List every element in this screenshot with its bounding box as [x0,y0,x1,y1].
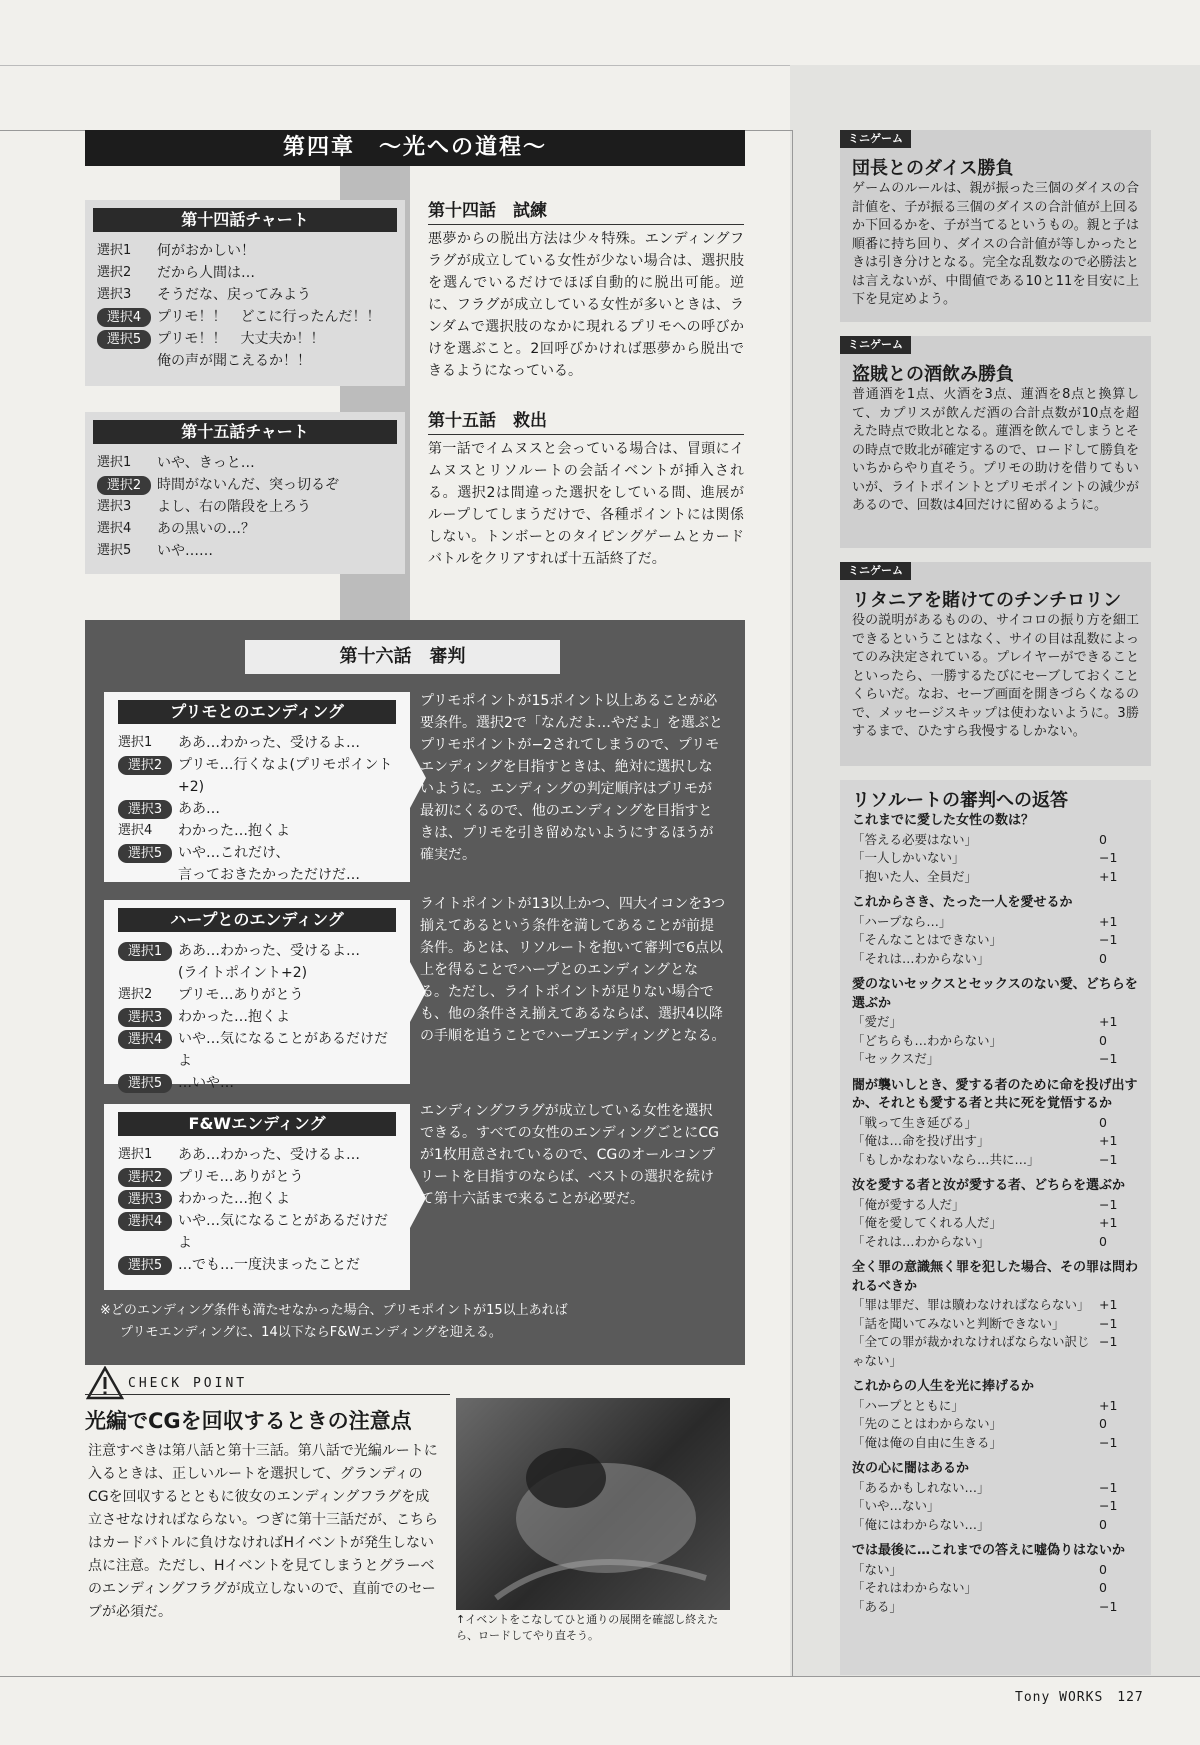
answer-row [852,1497,1139,1516]
choice-text: プリモ…ありがとう [178,987,304,1003]
minigame-drinking [840,336,1151,548]
ending-fw-text: エンディングフラグが成立している女性を選択できる。すべての女性のエンディングごとにCGが1枚用意されているので、CGのオールコンプリートを目指すのならば、ベストの選択を続けて第十六話まで来ることが必要だ。 [420,1103,719,1207]
checkpoint-rule [85,1394,450,1395]
answer-row [852,1214,1139,1233]
answer-text: 「俺は俺の自由に生きる」 [852,1434,1003,1450]
choice-row [97,262,393,284]
answer-row [852,1561,1139,1580]
ch15-chart-title: 第十五話チャート [93,420,397,444]
choice-label-highlighted: 選択3 [118,800,172,819]
choice-row [118,1210,396,1254]
answer-score: +1 [1099,1297,1118,1312]
answer-score: −1 [1099,1051,1118,1066]
answer-row [852,1516,1139,1535]
choice-label-highlighted: 選択5 [118,1074,172,1093]
choice-row [97,328,393,350]
choice-text: 俺の声が聞こえるか！！ [157,353,311,369]
choice-label: 選択1 [118,1147,153,1162]
answer-text: 「先のことはわからない」 [852,1416,1003,1431]
answer-score: 0 [1099,1561,1107,1577]
answer-row [852,913,1139,932]
answer-text: 「いや…ない」 [852,1498,940,1513]
choice-text: …でも…一度決まったことだ [178,1257,360,1273]
answer-score: +1 [1099,1215,1118,1230]
answer-score: 0 [1099,1580,1107,1595]
answer-text: 「ない」 [852,1561,903,1577]
ch14-chart [85,200,405,386]
answer-score: −1 [1099,850,1118,865]
answer-text: 「それはわからない」 [852,1580,978,1595]
choice-label-highlighted: 選択5 [118,844,172,863]
choice-text: プリモ！！ どこに行ったんだ！！ [157,309,381,325]
question-text: では最後に…これまでの答えに嘘偽りはないか [852,1543,1126,1558]
choice-row [118,820,396,842]
ch15-heading: 第十五話 救出 [428,406,744,435]
choice-text: …いや… [178,1075,234,1091]
checkpoint-title: 光編でCGを回収するときの注意点 [85,1409,412,1433]
choice-row [118,842,396,864]
answer-score: 0 [1099,1233,1107,1249]
choice-label: 選択4 [97,521,132,536]
answer-text: 「あるかもしれない…」 [852,1479,990,1495]
event-screenshot-image [456,1398,730,1610]
choice-label-highlighted: 選択4 [97,308,151,327]
choice-row [118,984,396,1006]
ch15-chart [85,412,405,574]
answer-row [852,1114,1139,1133]
choice-label-highlighted: 選択3 [118,1190,172,1209]
choice-label: 選択4 [118,823,153,838]
ending-harp-text: ライトポイントが13以上かつ、四大イコンを3つ揃えてあるという条件を満してあることが前提条件。あとは、リソルートを抱いて審判で6点以上を得ることでハープとのエンディングとなる。ただし、ライトポイントが足りない場合でも、他の条件さえ揃えてあるならば、選択4以降の手順を追うことでハープエンディングとなる。 [420,896,726,1044]
minigame-tag: ミニゲーム [840,336,911,354]
answer-text: 「答える必要はない」 [852,831,978,847]
choice-text: プリモ！！ 大丈夫か！！ [157,331,325,347]
answer-score: +1 [1099,1133,1118,1148]
choice-text: ああ…わかった、受けるよ… [178,735,360,751]
answer-row [852,1032,1139,1051]
chapter-title: 第四章 ～光への道程～ [85,130,745,166]
answer-row [852,1013,1139,1032]
judgment-answers [840,780,1151,1675]
judgment-question [852,1177,1139,1251]
choice-text: (ライトポイント+2) [178,965,308,981]
choice-text: 何がおかしい！ [157,243,255,259]
choice-row [118,1166,396,1188]
choice-row [118,732,396,754]
answer-row [852,1333,1139,1370]
choice-label: 選択3 [97,499,132,514]
answer-text: 「俺にはわからない…」 [852,1516,990,1532]
minigame-title: 盗賊との酒飲み勝負 [852,364,1014,385]
judgment-title: リソルートの審判への返答 [852,790,1068,811]
answer-text: 「戦って生き延びる」 [852,1114,978,1130]
minigame-tag: ミニゲーム [840,130,911,148]
answer-row [852,1598,1139,1617]
answer-row [852,1132,1139,1151]
ending-primo-text: プリモポイントが15ポイント以上あることが必要条件。選択2で「なんだよ…やだよ」を選ぶとプリモポイントが−2されてしまうので、プリモエンディングを目指すときは、絶対に選択しないように。エンディングの判定順序はプリモが最初にくるので、他のエンディングを目指すときは、プリモを引き留めないようにするほうが確実だ。 [420,693,723,863]
choice-row [118,1144,396,1166]
choice-label: 選択5 [97,543,132,558]
choice-row [97,284,393,306]
answer-text: 「ハープとともに」 [852,1397,964,1413]
answer-score: 0 [1099,1032,1107,1048]
choice-label: 選択2 [97,265,132,280]
choice-label: 選択3 [97,287,132,302]
answer-score: +1 [1099,1014,1118,1029]
answer-text: 「ハープなら…」 [852,913,952,929]
ending-harp-title: ハープとのエンディング [118,908,396,932]
answer-score: +1 [1099,868,1118,884]
answer-text: 「それは…わからない」 [852,950,990,966]
judgment-question [852,1378,1139,1452]
question-text: 汝の心に闇はあるか [852,1461,970,1476]
answer-row [852,1397,1139,1416]
answer-row [852,831,1139,850]
answer-score: +1 [1099,1397,1118,1413]
choice-label [118,962,178,984]
answer-score: −1 [1099,1196,1118,1212]
choice-row [97,474,393,496]
question-text: 愛のないセックスとセックスのない愛、どちらを選ぶか [852,977,1138,1011]
choice-row [97,518,393,540]
answer-score: 0 [1099,1416,1107,1431]
choice-label: 選択1 [118,735,153,750]
answer-score: −1 [1099,1315,1118,1331]
choice-label: 選択1 [97,243,132,258]
ch16-footnote-line1: ※どのエンディング条件も満たせなかった場合、プリモポイントが15以上あれば [100,1303,568,1318]
illustration-placeholder [456,1398,730,1610]
judgment-question [852,894,1139,968]
judgment-question [852,976,1139,1069]
choice-text: いや、きっと… [157,455,255,471]
answer-score: −1 [1099,1498,1118,1513]
choice-label-highlighted: 選択1 [118,942,172,961]
judgment-question [852,1077,1139,1170]
answer-row [852,1151,1139,1170]
answer-score: −1 [1099,1479,1118,1495]
choice-text: よし、右の階段を上ろう [157,499,311,515]
choice-text: わかった…抱くよ [178,1191,290,1207]
answer-text: 「愛だ」 [852,1014,903,1029]
question-text: これからさき、たった一人を愛せるか [852,895,1073,910]
answer-row [852,1296,1139,1315]
choice-text: ああ… [178,801,220,817]
choice-row [118,754,396,798]
answer-row [852,1579,1139,1598]
ending-primo-title: プリモとのエンディング [118,700,396,724]
answer-text: 「俺が愛する人だ」 [852,1196,965,1212]
minigame-dice [840,130,1151,322]
choice-text: プリモ…ありがとう [178,1169,304,1185]
choice-text: プリモ…行くなよ(プリモポイント+2) [178,757,393,795]
checkpoint-text: 注意すべきは第八話と第十三話。第八話で光編ルートに入るときは、正しいルートを選択して、グランディのCGを回収するとともに彼女のエンディングフラグを成立させなければならない。つぎに第十三話だが、こちらはカードバトルに負けなければHイベントが発生しない点に注意。ただし、Hイベントを見てしまうとグラーベのエンディングフラグが成立しないので、直前でのセーブが必須だ。 [88,1443,438,1620]
answer-row [852,1315,1139,1334]
choice-label-highlighted: 選択2 [97,476,151,495]
answer-score: −1 [1099,1434,1118,1450]
answer-score: 0 [1099,831,1107,847]
answer-score: 0 [1099,1516,1107,1532]
choice-label-highlighted: 選択3 [118,1008,172,1027]
answer-score: −1 [1099,1334,1118,1349]
ending-primo-box [104,692,410,882]
checkpoint-label: CHECK POINT [128,1376,248,1391]
answer-row [852,931,1139,950]
choice-label [118,864,178,886]
choice-text: いや…気になることがあるだけだよ [178,1031,388,1069]
answer-row [852,1196,1139,1215]
minigame-text: 役の説明があるものの、サイコロの振り方を細工できるということはなく、サイの目は乱数によってのみ決定されている。プレイヤーができることといったら、一勝するたびにセーブしておくことくらいだ。なお、セーブ画面を開きづらくなるので、メッセージスキップは使わないように。3勝するまで、ひたすら我慢するしかない。 [852,613,1139,739]
ch14-text: 悪夢からの脱出方法は少々特殊。エンディングフラグが成立している女性が少ない場合は、選択肢を選んでいるだけでほぼ自動的に脱出可能。逆に、フラグが成立している女性が多いときは、ランダムで選択肢のなかに現れるプリモへの呼びかけを選ぶこと。2回呼びかければ悪夢から脱出できるようになっている。 [428,231,744,379]
ch15-choice-list [97,452,393,562]
choice-label-highlighted: 選択2 [118,756,172,775]
choice-row [97,306,393,328]
ending-harp-box [104,900,410,1091]
question-text: 汝を愛する者と汝が愛する者、どちらを選ぶか [852,1178,1126,1193]
choice-row [118,1006,396,1028]
choice-row [118,1072,396,1094]
page-footer: Tony WORKS 127 [1015,1690,1144,1705]
question-text: これまでに愛した女性の数は？ [852,813,1035,828]
choice-text: だから人間は… [157,265,255,281]
answer-text: 「どちらも…わからない」 [852,1032,1003,1048]
choice-label [97,350,157,372]
judgment-question [852,1460,1139,1534]
ending-fw-title: F&Wエンディング [118,1112,396,1136]
image-caption [456,1612,746,1644]
ch14-heading: 第十四話 試練 [428,196,744,225]
answer-row [852,1479,1139,1498]
ending-fw-choices [118,1144,396,1276]
choice-row [97,496,393,518]
choice-row [118,798,396,820]
judgment-question [852,1259,1139,1370]
minigame-text: ゲームのルールは、親が振った三個のダイスの合計値を、子が振る三個のダイスの合計値が上回るか下回るかを、子が当てるというもの。親と子は順番に持ち回り、ダイスの合計値が等しかったときは引き分けとなる。完全な乱数なので必勝法とは言えないが、中間値である10と11を目安に上下を見定めよう。 [852,181,1139,307]
answer-text: 「それは…わからない」 [852,1233,990,1249]
answer-score: +1 [1099,913,1118,929]
choice-label-highlighted: 選択5 [97,330,151,349]
answer-row [852,849,1139,868]
answer-row [852,950,1139,969]
answer-score: −1 [1099,1598,1118,1614]
top-rule [0,65,790,66]
answer-row [852,1233,1139,1252]
minigame-text: 普通酒を1点、火酒を3点、蓮酒を8点と換算して、カプリスが飲んだ酒の合計点数が10点を超えた時点で敗北となる。蓮酒を飲んでしまうとその時点で敗北が確定するので、ロードして勝負をいちからやり直そう。プリモの助けを借りてもいいが、ライトポイントとプリモポイントの減少があるので、回数は4回だけに留めるように。 [852,387,1139,513]
choice-row [97,452,393,474]
question-text: 闇が襲いしとき、愛する者のために命を投げ出すか、それとも愛する者と共に死を覚悟するか [852,1077,1138,1111]
choice-row [118,940,396,962]
minigame-chinchirorin [840,562,1151,766]
choice-text: 言っておきたかっただけだ… [178,867,360,883]
choice-label-highlighted: 選択4 [118,1212,172,1231]
choice-text: いや…気になることがあるだけだよ [178,1213,388,1251]
ending-fw-box [104,1104,410,1290]
judgment-question [852,1542,1139,1616]
judgment-question [852,812,1139,886]
answer-text: 「一人しかいない」 [852,850,965,865]
answer-text: 「もしかなわないなら…共に…」 [852,1151,1040,1167]
choice-text: ああ…わかった、受けるよ… [178,943,360,959]
answer-row [852,1415,1139,1434]
choice-text: いや…これだけ、 [178,845,290,861]
answer-row [852,1050,1139,1069]
answer-text: 「俺を愛してくれる人だ」 [852,1215,1003,1230]
answer-text: 「ある」 [852,1598,903,1614]
bottom-rule [0,1676,1200,1677]
question-text: これからの人生を光に捧げるか [852,1379,1035,1394]
choice-row [118,962,396,984]
minigame-title: リタニアを賭けてのチンチロリン [852,590,1122,611]
question-text: 全く罪の意識無く罪を犯した場合、その罪は問われるべきか [852,1260,1139,1294]
ch16-footnote-line2: プリモエンディングに、14以下ならF&Wエンディングを迎える。 [120,1325,502,1340]
choice-label: 選択1 [97,455,132,470]
choice-text: わかった…抱くよ [178,823,290,839]
ch14-choice-list [97,240,393,372]
choice-text: いや…… [157,543,213,559]
choice-text: わかった…抱くよ [178,1009,290,1025]
answer-text: 「抱いた人、全員だ」 [852,868,978,884]
judgment-question-list [852,812,1139,1616]
answer-row [852,868,1139,887]
choice-row [118,1188,396,1210]
answer-text: 「セックスだ」 [852,1051,940,1066]
answer-text: 「俺は…命を投げ出す」 [852,1133,990,1148]
choice-text: そうだな、戻ってみよう [157,287,311,303]
ending-primo-choices [118,732,396,886]
choice-text: あの黒いの…？ [157,521,255,537]
choice-row [118,1254,396,1276]
choice-label: 選択2 [118,987,153,1002]
answer-score: −1 [1099,1151,1118,1167]
choice-label-highlighted: 選択4 [118,1030,172,1049]
choice-row [97,540,393,562]
choice-text: ああ…わかった、受けるよ… [178,1147,360,1163]
choice-text: 時間がないんだ、突っ切るぞ [157,477,339,493]
answer-row [852,1434,1139,1453]
choice-row [97,240,393,262]
ch16-footnote [100,1300,730,1344]
answer-score: 0 [1099,950,1107,966]
choice-label-highlighted: 選択5 [118,1256,172,1275]
answer-score: −1 [1099,932,1118,947]
minigame-title: 団長とのダイス勝負 [852,158,1014,179]
choice-row [118,1028,396,1072]
ch16-title: 第十六話 審判 [245,640,560,674]
image-caption-line1: ↑イベントをこなしてひと通りの展開を確認し終えた [456,1613,719,1626]
choice-row [118,864,396,886]
minigame-tag: ミニゲーム [840,562,911,580]
choice-row [97,350,393,372]
answer-text: 「そんなことはできない」 [852,932,1003,947]
choice-label-highlighted: 選択2 [118,1168,172,1187]
image-caption-line2: ら、ロードしてやり直そう。 [456,1629,599,1642]
ch15-text: 第一話でイムヌスと会っている場合は、冒頭にイムヌスとリソルートの会話イベントが挿入される。選択2は間違った選択をしている間、進展がループしてしまうだけで、各種ポイントには関係しない。トンボーとのタイピングゲームとカードバトルをクリアすれば十五話終了だ。 [428,441,744,567]
ch14-chart-title: 第十四話チャート [93,208,397,232]
answer-text: 「話を聞いてみないと判断できない」 [852,1315,1065,1331]
ending-harp-choices [118,940,396,1094]
answer-score: 0 [1099,1114,1107,1130]
answer-text: 「罪は罪だ、罪は贖わなければならない」 [852,1297,1090,1312]
answer-text: 「全ての罪が裁かれなければならない訳じゃない」 [852,1334,1090,1368]
